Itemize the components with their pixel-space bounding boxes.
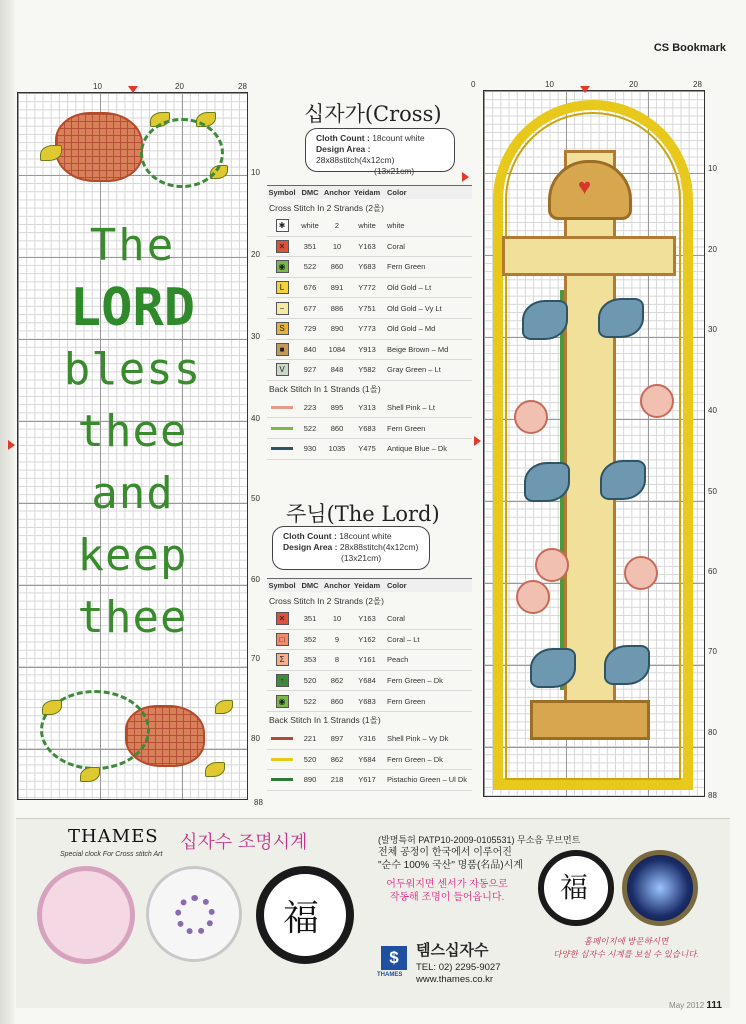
dmc-cell: 676 (303, 283, 317, 293)
key-row (267, 398, 472, 419)
cloth-count-value: 18count white (372, 133, 425, 143)
key-back-rows (267, 398, 472, 460)
stitch-symbol-icon: ↑ (276, 674, 289, 687)
yeidam-cell: Y163 (358, 241, 376, 251)
symbol-cell (267, 406, 297, 409)
key-row (267, 298, 472, 319)
blue-flower-motif (604, 645, 650, 685)
top-rose-motif (55, 112, 143, 182)
cross-info-box (305, 128, 455, 176)
stitch-symbol-icon: V (276, 363, 289, 376)
anchor-cell: 9 (334, 634, 340, 644)
verse-word: The (89, 220, 176, 271)
lord-info-box (272, 526, 430, 570)
yeidam-cell: Y316 (358, 734, 376, 744)
brand-korean-title: 십자수 조명시계 (180, 832, 308, 853)
right-y-tick: 20 (708, 245, 717, 254)
right-y-tick: 70 (708, 647, 717, 656)
left-y-tick: 60 (251, 575, 260, 584)
cross-vertical-bar (564, 150, 616, 710)
key-back-rows (267, 729, 472, 791)
symbol-cell (267, 612, 297, 625)
key-cross-rows (267, 609, 472, 712)
key-row (267, 691, 472, 712)
key-header (267, 186, 472, 199)
symbol-cell (267, 653, 297, 666)
key-header (267, 579, 472, 592)
dmc-cell: 677 (303, 303, 317, 313)
pink-flower-motif (624, 556, 658, 590)
dmc-cell: 927 (303, 365, 317, 375)
lord-color-key (267, 578, 472, 791)
right-y-tick: 60 (708, 567, 717, 576)
sensor-text: 어두워지면 센서가 자동으로 (386, 879, 508, 890)
verse-word: keep (77, 530, 188, 581)
right-x-tick: 28 (693, 80, 702, 89)
left-x-tick: 28 (238, 82, 247, 91)
yeidam-cell: white (358, 221, 376, 231)
anchor-cell: 218 (330, 775, 344, 785)
right-x-tick: 0 (471, 80, 476, 89)
key-row (267, 257, 472, 278)
anchor-cell: 1035 (328, 444, 346, 454)
dmc-cell: 221 (303, 734, 317, 744)
left-y-tick: 20 (251, 250, 260, 259)
right-y-tick: 50 (708, 487, 717, 496)
anchor-cell: 10 (332, 241, 342, 251)
left-y-tick: 10 (251, 168, 260, 177)
pink-clock-image (37, 866, 135, 964)
key-row (267, 360, 472, 381)
pink-flower-motif (514, 400, 548, 434)
design-area-alt: (13x21cm) (374, 166, 415, 176)
left-y-tick: 70 (251, 654, 260, 663)
color-name-cell: Shell Pink – Lt (387, 403, 435, 413)
dmc-cell: 352 (303, 634, 317, 644)
dmc-cell: 223 (303, 403, 317, 413)
yeidam-cell: Y684 (358, 676, 376, 686)
stitch-symbol-icon: − (276, 302, 289, 315)
left-y-tick: 50 (251, 494, 260, 503)
dmc-cell: white (301, 221, 319, 231)
verse-word: and (91, 468, 174, 519)
yeidam-cell: Y913 (358, 344, 376, 354)
design-area-alt: (13x21cm) (341, 553, 382, 563)
verse-word: thee (77, 592, 188, 643)
color-name-cell: white (387, 221, 405, 231)
stitch-symbol-icon: Σ (276, 653, 289, 666)
blue-flower-motif (524, 462, 570, 502)
cross-color-key (267, 185, 472, 460)
domestic-text: "순수 100% 국산" 명품(名品)시계 (378, 860, 523, 871)
symbol-cell (267, 219, 297, 232)
yeidam-cell: Y683 (358, 423, 376, 433)
stitch-symbol-icon: L (276, 281, 289, 294)
brand-tagline: Special clock For Cross stitch Art (60, 851, 163, 858)
dmc-cell: 890 (303, 775, 317, 785)
pink-flower-motif (640, 384, 674, 418)
cross-pattern-title: 십자가(Cross) (304, 102, 442, 126)
yeidam-cell: Y162 (358, 634, 376, 644)
key-header-cell: DMC (301, 188, 319, 197)
yeidam-cell: Y161 (358, 655, 376, 665)
verse-word: bless (63, 344, 202, 395)
key-row (267, 671, 472, 692)
cross-base (530, 700, 650, 740)
blue-flower-motif (600, 460, 646, 500)
color-name-cell: Beige Brown – Md (387, 344, 449, 354)
stitch-symbol-icon: ◉ (276, 695, 289, 708)
made-in-korea-text: 전체 공정이 한국에서 이루어진 (378, 847, 512, 858)
stitch-symbol-icon: ◉ (276, 260, 289, 273)
verse-word: LORD (69, 278, 196, 338)
cloth-count-label: Cloth Count : (283, 531, 337, 541)
symbol-cell (267, 260, 297, 273)
dmc-cell: 840 (303, 344, 317, 354)
dmc-cell: 520 (303, 754, 317, 764)
key-header-cell: Color (387, 188, 407, 197)
yeidam-cell: Y683 (358, 262, 376, 272)
symbol-cell (267, 674, 297, 687)
anchor-cell: 862 (330, 754, 344, 764)
key-header-cell: Anchor (323, 581, 351, 590)
symbol-cell (267, 363, 297, 376)
symbol-cell (267, 343, 297, 356)
dmc-cell: 522 (303, 423, 317, 433)
backstitch-line-icon (271, 758, 293, 761)
key-section-heading: Back Stitch In 1 Strands (1올) (269, 384, 381, 395)
right-y-tick: 88 (708, 791, 717, 800)
key-row (267, 630, 472, 651)
verse-word: thee (77, 406, 188, 457)
yeidam-cell: Y773 (358, 324, 376, 334)
key-section-heading: Cross Stitch In 2 Strands (2올) (269, 595, 384, 606)
center-marker-icon (580, 86, 590, 93)
blue-flower-motif (522, 300, 568, 340)
stitch-symbol-icon: □ (276, 633, 289, 646)
color-name-cell: Antique Blue – Dk (387, 444, 448, 454)
key-header-cell: Yeidam (353, 188, 381, 197)
left-y-tick: 88 (254, 798, 263, 807)
backstitch-line-icon (271, 778, 293, 781)
color-name-cell: Old Gold – Lt (387, 283, 432, 293)
stitch-symbol-icon: ✕ (276, 240, 289, 253)
anchor-cell: 860 (330, 696, 344, 706)
center-marker-icon (128, 86, 138, 93)
key-row (267, 439, 472, 460)
symbol-cell (267, 322, 297, 335)
verse-text (20, 215, 245, 649)
backstitch-line-icon (271, 406, 293, 409)
blue-glow-clock-image (622, 850, 698, 926)
dmc-cell: 522 (303, 696, 317, 706)
brand-name: THAMES (68, 826, 159, 847)
stitch-symbol-icon: ✱ (276, 219, 289, 232)
symbol-cell (267, 240, 297, 253)
phone-number: TEL: 02) 2295-9027 (416, 962, 501, 973)
dmc-cell: 522 (303, 262, 317, 272)
color-name-cell: Gray Green – Lt (387, 365, 441, 375)
color-name-cell: Fern Green (387, 262, 426, 272)
color-name-cell: Fern Green (387, 696, 426, 706)
center-marker-icon (474, 436, 481, 446)
anchor-cell: 891 (330, 283, 344, 293)
color-name-cell: Pistachio Green – Ul Dk (387, 775, 468, 785)
dmc-cell: 729 (303, 324, 317, 334)
anchor-cell: 1084 (328, 344, 346, 354)
dmc-cell: 351 (303, 614, 317, 624)
color-name-cell: Peach (387, 655, 409, 665)
anchor-cell: 890 (330, 324, 344, 334)
left-x-tick: 10 (93, 82, 102, 91)
backstitch-line-icon (271, 737, 293, 740)
color-name-cell: Coral (387, 241, 405, 251)
cloth-count-value: 18count white (339, 531, 392, 541)
cross-horizontal-bar (502, 236, 676, 276)
yeidam-cell: Y683 (358, 696, 376, 706)
right-y-tick: 80 (708, 728, 717, 737)
yeidam-cell: Y313 (358, 403, 376, 413)
color-name-cell: Coral – Lt (387, 634, 420, 644)
yeidam-cell: Y772 (358, 283, 376, 293)
right-x-tick: 10 (545, 80, 554, 89)
yeidam-cell: Y475 (358, 444, 376, 454)
lord-pattern-title: 주님(The Lord) (286, 502, 440, 526)
anchor-cell: 8 (334, 655, 340, 665)
yeidam-cell: Y582 (358, 365, 376, 375)
website-link[interactable]: www.thames.co.kr (416, 974, 494, 985)
key-header-cell: Yeidam (353, 581, 381, 590)
right-x-tick: 20 (629, 80, 638, 89)
patent-text: (발명특허 PATP10-2009-0105531) 무소음 무브먼트 (378, 835, 581, 845)
stitch-symbol-icon: ✕ (276, 612, 289, 625)
pink-flower-motif (516, 580, 550, 614)
stitch-symbol-icon: ■ (276, 343, 289, 356)
blue-flower-motif (530, 648, 576, 688)
key-header-cell: Anchor (323, 188, 351, 197)
homepage-note: 홈페이지에 방문하시면 (583, 936, 669, 946)
symbol-cell (267, 758, 297, 761)
dmc-cell: 353 (303, 655, 317, 665)
key-row (267, 750, 472, 771)
page-number: 111 (706, 1000, 722, 1011)
design-area-value: 28x88stitch(4x12cm) (316, 155, 395, 165)
cloth-count-label: Cloth Count : (316, 133, 370, 143)
symbol-cell (267, 633, 297, 646)
color-name-cell: Fern Green (387, 423, 426, 433)
center-marker-icon (462, 172, 469, 182)
key-row (267, 729, 472, 750)
page-footer (669, 1000, 722, 1011)
key-section-heading: Cross Stitch In 2 Strands (2올) (269, 202, 384, 213)
yeidam-cell: Y684 (358, 754, 376, 764)
anchor-cell: 862 (330, 676, 344, 686)
right-y-tick: 40 (708, 406, 717, 415)
heart-icon: ♥ (578, 174, 592, 199)
blue-flower-motif (598, 298, 644, 338)
key-row (267, 418, 472, 439)
key-header-cell: DMC (301, 581, 319, 590)
anchor-cell: 2 (334, 221, 340, 231)
key-row (267, 319, 472, 340)
color-name-cell: Shell Pink – Vy Dk (387, 734, 449, 744)
dmc-cell: 930 (303, 444, 317, 454)
vine-motif (140, 118, 224, 188)
right-y-tick: 30 (708, 325, 717, 334)
page-spine-shadow (0, 0, 14, 1024)
key-row (267, 237, 472, 258)
anchor-cell: 848 (330, 365, 344, 375)
symbol-cell (267, 695, 297, 708)
key-row (267, 650, 472, 671)
left-y-tick: 30 (251, 332, 260, 341)
symbol-cell (267, 447, 297, 450)
anchor-cell: 860 (330, 262, 344, 272)
dmc-cell: 351 (303, 241, 317, 251)
key-section-heading: Back Stitch In 1 Strands (1올) (269, 715, 381, 726)
backstitch-line-icon (271, 427, 293, 430)
anchor-cell: 895 (330, 403, 344, 413)
key-row (267, 216, 472, 237)
color-name-cell: Old Gold – Vy Lt (387, 303, 442, 313)
key-row (267, 278, 472, 299)
anchor-cell: 860 (330, 423, 344, 433)
yeidam-cell: Y163 (358, 614, 376, 624)
key-row (267, 770, 472, 791)
color-name-cell: Old Gold – Md (387, 324, 436, 334)
fortune-glyph: 福 (560, 871, 589, 904)
design-area-value: 28x88stitch(4x12cm) (339, 542, 419, 552)
anchor-cell: 886 (330, 303, 344, 313)
section-title: CS Bookmark (653, 42, 726, 54)
design-area-label: Design Area : (316, 144, 371, 154)
left-y-tick: 80 (251, 734, 260, 743)
left-y-tick: 40 (251, 414, 260, 423)
design-area-label: Design Area : (283, 542, 338, 552)
dmc-cell: 520 (303, 676, 317, 686)
homepage-note: 다양한 십자수 시계를 보실 수 있습니다. (553, 949, 699, 959)
stitch-symbol-icon: S (276, 322, 289, 335)
company-name: 템스십자수 (416, 942, 489, 959)
anchor-cell: 10 (332, 614, 342, 624)
fortune-glyph: 福 (283, 898, 320, 939)
key-row (267, 609, 472, 630)
logo-caption: THAMES (377, 972, 403, 978)
key-row (267, 340, 472, 361)
symbol-cell (267, 427, 297, 430)
wreath-motif (175, 895, 215, 935)
anchor-cell: 897 (330, 734, 344, 744)
yeidam-cell: Y617 (358, 775, 376, 785)
key-header-cell: Color (387, 581, 407, 590)
symbol-cell (267, 737, 297, 740)
color-name-cell: Coral (387, 614, 405, 624)
sensor-text: 작동해 조명이 들어옵니다. (389, 892, 505, 903)
left-x-tick: 20 (175, 82, 184, 91)
key-header-cell: Symbol (268, 188, 296, 197)
right-y-tick: 10 (708, 164, 717, 173)
color-name-cell: Fern Green – Dk (387, 754, 443, 764)
pink-flower-motif (535, 548, 569, 582)
center-marker-icon (8, 440, 15, 450)
backstitch-line-icon (271, 447, 293, 450)
key-header-cell: Symbol (268, 581, 296, 590)
yeidam-cell: Y751 (358, 303, 376, 313)
symbol-cell (267, 281, 297, 294)
color-name-cell: Fern Green – Dk (387, 676, 443, 686)
symbol-cell (267, 302, 297, 315)
issue-date: May 2012 (669, 1001, 705, 1010)
symbol-cell (267, 778, 297, 781)
thames-logo-icon: $ (381, 946, 407, 970)
key-cross-rows (267, 216, 472, 381)
